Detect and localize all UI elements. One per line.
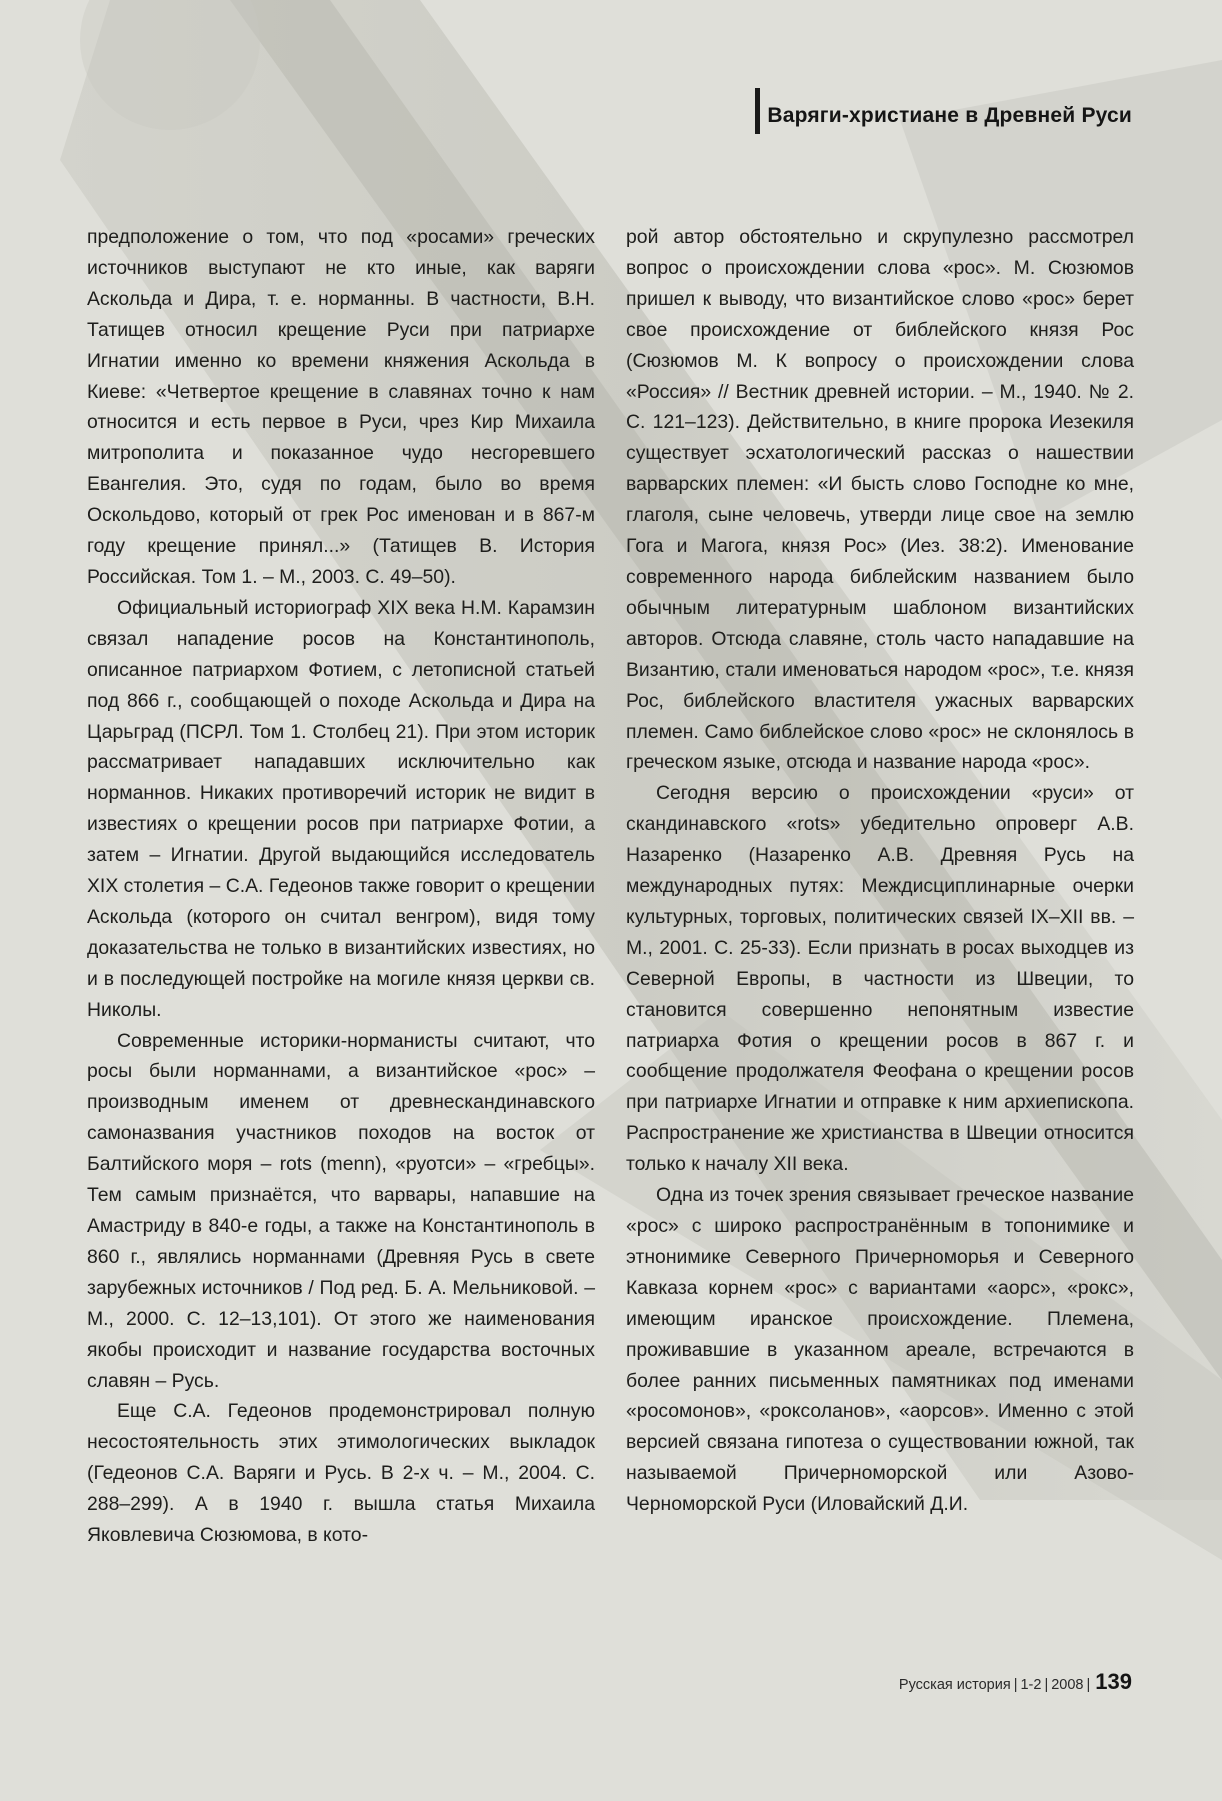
paragraph: предположение о том, что под «росами» греческих источников выступают не кто иные, как варяги Аскольда и Дира, т. е. норманны. В частности, В.Н. Татищев относил крещение Руси при патриархе Игнатии именно ко времени княжения Аскольда в Киеве: «Четвертое крещение в славянах точно к нам относится и есть первое в Руси, чрез Кир Михаила митрополита и показанное чудо несгоревшего Евангелия. Это, судя по годам, было во время Оскольдово, который от грек Рос именован и в 867-м году крещение принял...» (Татищев В. История Российская. Том 1. – М., 2003. С. 49–50). — [87, 226, 595, 588]
left-column — [87, 222, 595, 1551]
right-column — [626, 222, 1134, 1520]
footer-separator: | — [1044, 1677, 1049, 1693]
paragraph: Еще С.А. Гедеонов продемонстрировал полную несостоятельность этих этимологических выкладок (Гедеонов С.А. Варяги и Русь. В 2-х ч. – М., 2004. С. 288–299). А в 1940 г. вышла статья Михаила Яковлевича Сюзюмова, в кото- — [87, 1400, 595, 1547]
page-number: 139 — [1095, 1669, 1132, 1694]
paragraph: рой автор обстоятельно и скрупулезно рассмотрел вопрос о происхождении слова «рос». М. Сюзюмов пришел к выводу, что византийское слово «рос» берет свое происхождение от библейского князя Рос (Сюзюмов М. К вопросу о происхождении слова «Россия» // Вестник древней истории. – М., 1940. № 2. С. 121–123). Действительно, в книге пророка Иезекиля существует эсхатологический рассказ о нашествии варварских племен: «И бысть слово Господне ко мне, глаголя, сыне человечь, утверди лице свое на землю Гога и Магога, князя Рос» (Иез. 38:2). Именование современного народа библейским названием было обычным литературным шаблоном византийских авторов. Отсюда славяне, столь часто нападавшие на Византию, стали именоваться народом «рос», т.е. князя Рос, библейского властителя ужасных варварских племен. Само библейское слово «рос» не склонялось в греческом языке, отсюда и название народа «рос». — [626, 226, 1134, 774]
paragraph: Одна из точек зрения связывает греческое название «рос» с широко распространённым в топонимике и этнонимике Северного Причерноморья и Северного Кавказа корнем «рос» с вариантами «аорс», «рокс», имеющим иранское происхождение. Племена, проживавшие в указанном ареале, встречаются в более ранних письменных памятниках под именами «росомонов», «роксоланов», «аорсов». Именно с этой версией связана гипотеза о существовании южной, так называемой Причерноморской или Азово-Черноморской Руси (Иловайский Д.И. — [626, 1184, 1134, 1516]
footer-separator: | — [1013, 1677, 1018, 1693]
issue-number: 1-2 — [1020, 1677, 1042, 1693]
footer-separator: | — [1086, 1677, 1091, 1693]
page-footer — [899, 1669, 1132, 1695]
paragraph: Современные историки-норманисты считают, что росы были норманнами, а византийское «рос» – производным именем от древнескандинавского самоназвания участников походов на восток от Балтийского моря – rots (menn), «руотси» – «гребцы». Тем самым признаётся, что варвары, напавшие на Амастриду в 840-е годы, а также на Константинополь в 860 г., являлись норманнами (Древняя Русь в свете зарубежных источников / Под ред. Б. А. Мельниковой. – М., 2000. С. 12–13,101). От этого же наименования якобы происходит и название государства восточных славян – Русь. — [87, 1029, 595, 1392]
paragraph: Сегодня версию о происхождении «руси» от скандинавского «rots» убедительно опроверг А.В. Назаренко (Назаренко А.В. Древняя Русь на международных путях: Междисциплинарные очерки культурных, торговых, политических связей IX–XII вв. – М., 2001. С. 25-33). Если признать в росах выходцев из Северной Европы, в частности из Швеции, то становится совершенно непонятным известие патриарха Фотия о крещении росов в 867 г. и сообщение продолжателя Феофана о крещении росов при патриархе Игнатии и отправке к ним архиепископа. Распространение же христианства в Швеции относится только к началу XII века. — [626, 782, 1134, 1176]
issue-year: 2008 — [1051, 1677, 1084, 1693]
journal-name: Русская история — [898, 1677, 1011, 1693]
running-header — [755, 98, 1132, 134]
header-bar — [755, 88, 760, 134]
paragraph: Официальный историограф XIX века Н.М. Карамзин связал нападение росов на Константинополь, описанное патриархом Фотием, с летописной статьей под 866 г., сообщающей о походе Аскольда и Дира на Царьград (ПСРЛ. Том 1. Столбец 21). При этом историк рассматривает нападавших исключительно как норманнов. Никаких противоречий историк не видит в известиях о крещении росов при патриархе Фотии, а затем – Игнатии. Другой выдающийся исследователь XIX столетия – С.А. Гедеонов также говорит о крещении Аскольда (которого он считал венгром), видя тому доказательства не только в византийских известиях, но и в последующей постройке на могиле князя церкви св. Николы. — [87, 596, 595, 1021]
header-title: Варяги-христиане в Древней Руси — [767, 104, 1132, 127]
